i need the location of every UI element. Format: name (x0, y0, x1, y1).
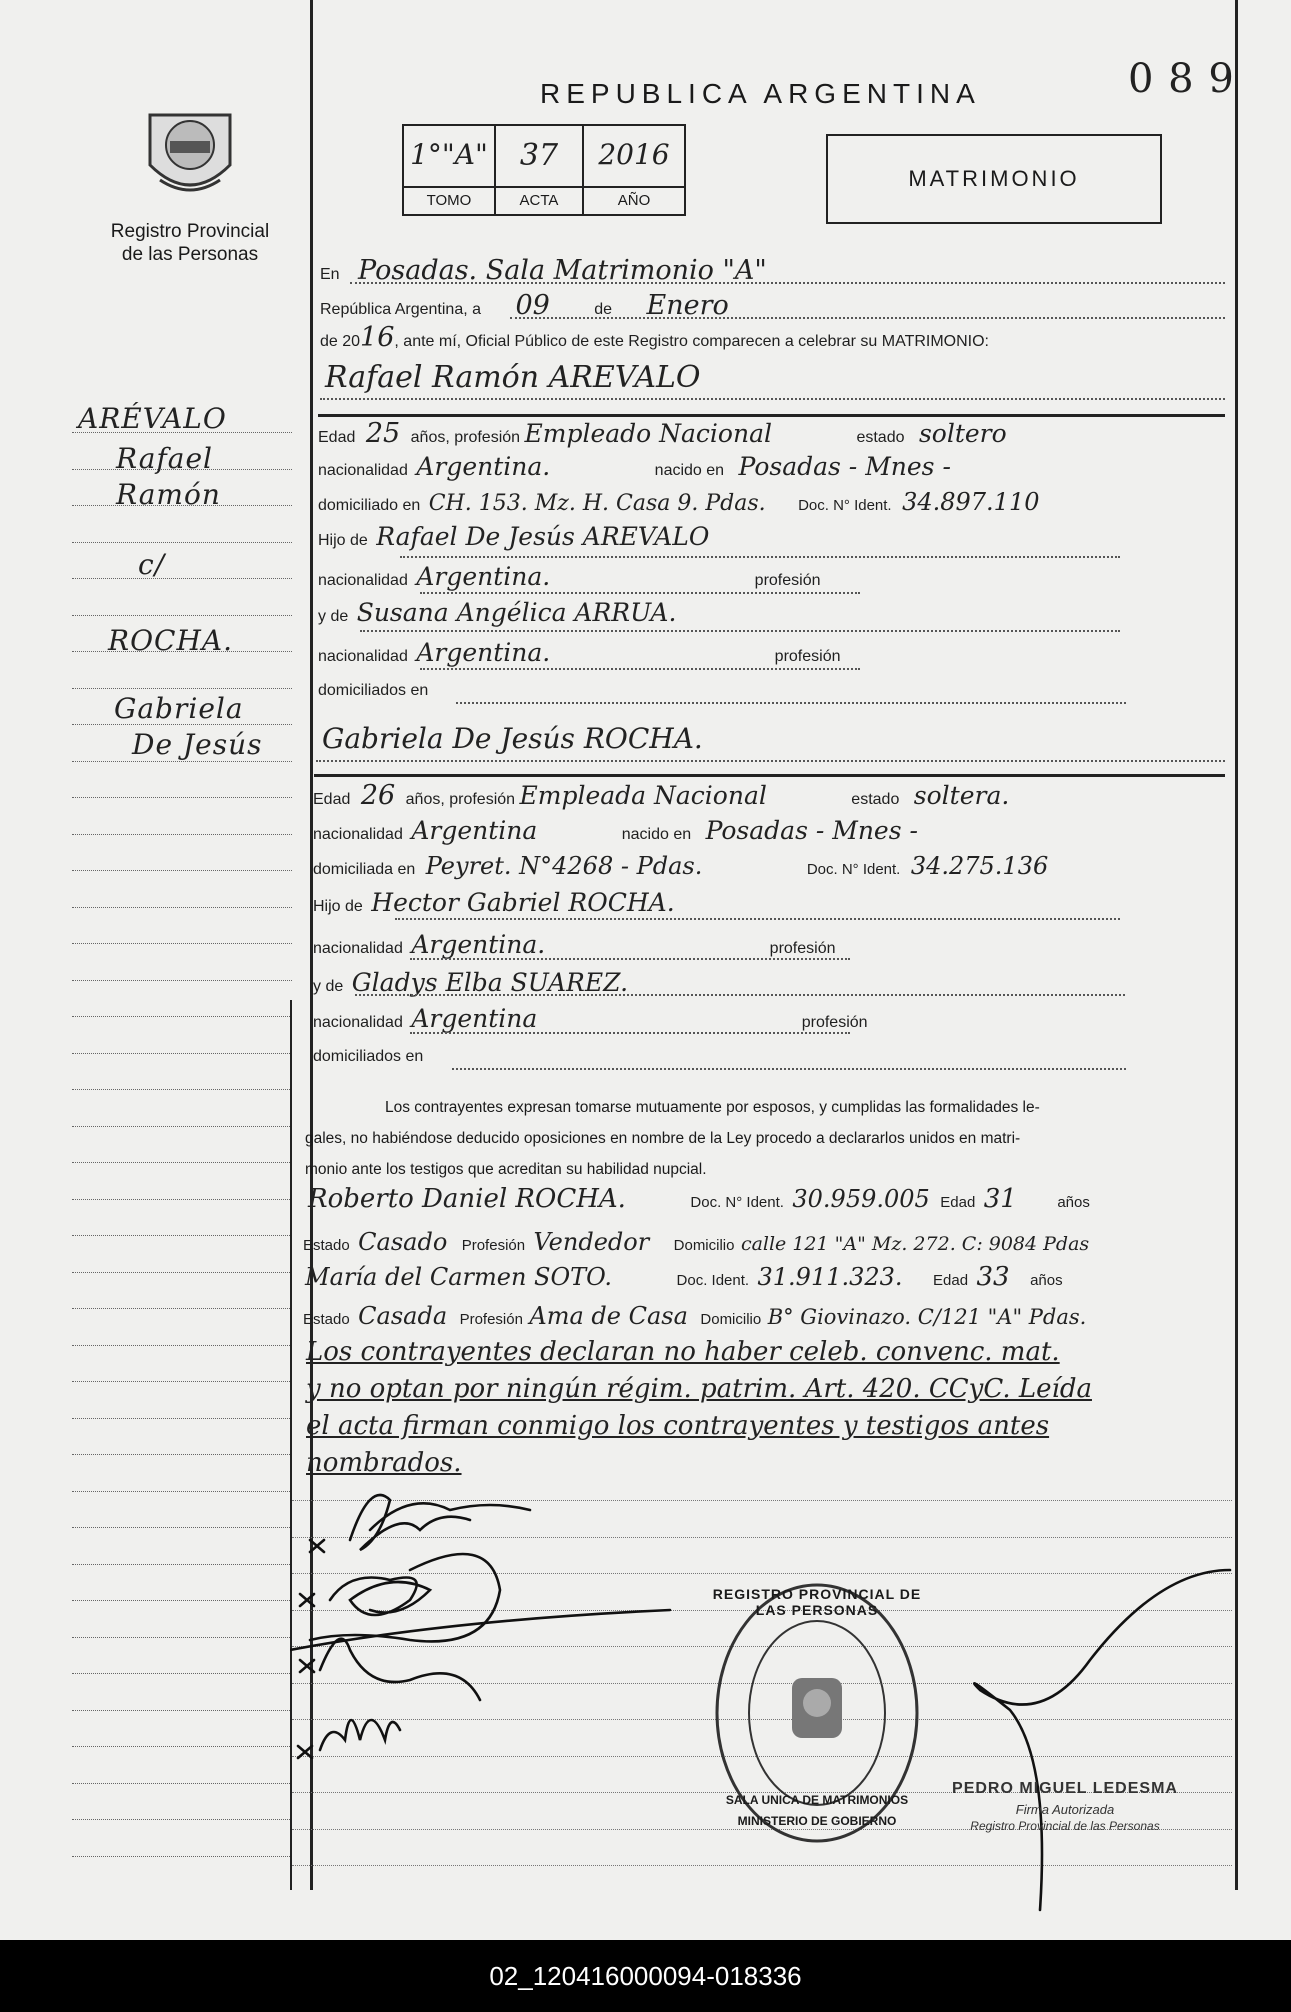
spouse2-address-row: domiciliada en Peyret. N°4268 - Pdas. Doc. N° Ident. 34.275.136 (313, 852, 1049, 880)
margin-note-surname-2: ROCHA. (108, 624, 233, 657)
margin-rule-line (72, 1783, 292, 1784)
margin-rule-line (72, 1345, 292, 1346)
spouse1-name: Rafael Ramón AREVALO (325, 360, 701, 395)
spouse2-address: Peyret. N°4268 - Pdas. (425, 852, 703, 880)
signature-1 (310, 1540, 324, 1552)
spouse1-address: CH. 153. Mz. H. Casa 9. Pdas. (428, 491, 766, 516)
margin-note-given-3: Gabriela (114, 692, 244, 725)
margin-rule-line (72, 1272, 292, 1273)
notes-line-4: nombrados. (306, 1448, 462, 1478)
spouse2-birthplace: Posadas - Mnes - (705, 816, 918, 845)
declaration-line-1: Los contrayentes expresan tomarse mutuamente por esposos, y cumplidas las formalidades le- (385, 1099, 1040, 1116)
place-line (350, 282, 1225, 284)
spouse2-mother: Gladys Elba SUAREZ. (351, 968, 629, 997)
witness1-doc-number: 30.959.005 (792, 1185, 930, 1213)
margin-rule-line (72, 688, 292, 689)
anio-cell (584, 126, 684, 186)
spouse2-mother-nationality: Argentina (411, 1004, 538, 1033)
spouse1-birthplace: Posadas - Mnes - (738, 452, 951, 481)
spouse2-father-nat-row: nacionalidad Argentina. profesión (313, 930, 836, 959)
spouse1-mother: Susana Angélica ARRUA. (356, 598, 677, 627)
signature-3 (300, 1660, 314, 1672)
margin-note-given-2: Ramón (116, 478, 221, 511)
witness1-profession: Vendedor (533, 1228, 650, 1256)
spouse1-father-nat-row: nacionalidad Argentina. profesión (318, 562, 821, 591)
spouse1-profession: Empleado Nacional (524, 419, 772, 448)
anio-value: 2016 (598, 138, 670, 171)
day-value: 09 (515, 290, 550, 321)
margin-rule-line (72, 1491, 292, 1492)
acta-cell (496, 126, 584, 186)
record-number-box (402, 124, 686, 216)
witness2-address: B° Giovinazo. C/121 "A" Pdas. (767, 1305, 1087, 1329)
registry-line-2: de las Personas (121, 244, 259, 265)
witness2-name-row: María del Carmen SOTO. Doc. Ident. 31.911.323. Edad 33 años (305, 1262, 1063, 1292)
spouse2-nationality-row: nacionalidad Argentina nacido en Posadas - Mnes - (313, 816, 918, 845)
spouse2-father: Hector Gabriel ROCHA. (371, 888, 675, 917)
margin-rule-line (72, 980, 292, 981)
margin-rule-line (72, 1053, 292, 1054)
spouse2-age-row: Edad 26 años, profesión Empleada Nacional estado soltera. (313, 780, 1010, 811)
margin-rule-line (72, 578, 292, 579)
margin-rule-line (72, 1746, 292, 1747)
spouse2-divider (314, 774, 1225, 777)
province-logo (140, 105, 240, 205)
margin-rule-line (72, 1381, 292, 1382)
margin-rule-line (72, 1016, 292, 1017)
margin-rule-line (72, 1089, 292, 1090)
page-number: 0 8 9 (1128, 56, 1235, 102)
tomo-label: TOMO (426, 192, 472, 209)
witness1-address: calle 121 "A" Mz. 272. C: 9084 Pdas (740, 1233, 1090, 1255)
acta-value: 37 (519, 138, 559, 173)
document-type-box: MATRIMONIO (826, 134, 1162, 224)
date-line (510, 317, 1225, 319)
margin-rule-line (72, 1126, 292, 1127)
declaration-line-2: gales, no habiéndose deducido oposiciones en nombre de la Ley procedo a declararlos unidos en matri- (305, 1130, 1021, 1147)
stamp-ring-text: REGISTRO PROVINCIAL DE LAS PERSONAS (712, 1586, 922, 1618)
officer-signature (960, 1560, 1240, 1920)
margin-rule-line (72, 1637, 292, 1638)
signatures (290, 1470, 710, 1790)
spouse2-father-nationality: Argentina. (411, 930, 546, 959)
margin-rule-line (72, 542, 292, 543)
witness2-doc-number: 31.911.323. (757, 1263, 903, 1291)
intro-year-row (320, 322, 989, 353)
spouse1-father: Rafael De Jesús AREVALO (376, 522, 710, 551)
signature-2 (300, 1594, 314, 1606)
spouse1-father-row: Hijo de Rafael De Jesús AREVALO (318, 522, 710, 551)
stamp-bottom-text: MINISTERIO DE GOBIERNO (737, 1814, 897, 1828)
margin-rule-line (72, 943, 292, 944)
stamp-inner-text: SALA UNICA DE MATRIMONIOS (725, 1793, 909, 1807)
witness2-name: María del Carmen SOTO. (305, 1263, 613, 1291)
margin-ruled-lines (0, 0, 300, 2012)
spouse2-doc-number: 34.275.136 (910, 852, 1049, 880)
spouse1-nationality-row: nacionalidad Argentina. nacido en Posadas - Mnes - (318, 452, 951, 481)
registry-line-1: Registro Provincial (110, 221, 270, 242)
signature-4 (298, 1746, 312, 1758)
witness2-details-row: Estado Casada Profesión Ama de Casa Domicilio B° Giovinazo. C/121 "A" Pdas. (303, 1302, 1087, 1330)
spouse2-mother-nat-row: nacionalidad Argentina profesión (313, 1004, 868, 1033)
anio-label: AÑO (617, 192, 651, 209)
margin-rule-line (72, 1673, 292, 1674)
declaration-text (305, 1092, 1205, 1185)
officer-registry: Registro Provincial de las Personas (970, 1819, 1160, 1833)
margin-rule-line (72, 834, 292, 835)
witness2-status: Casada (358, 1302, 448, 1330)
spouse2-father-row: Hijo de Hector Gabriel ROCHA. (313, 888, 675, 917)
margin-note-connector: c/ (138, 548, 166, 581)
spouse1-doc-number: 34.897.110 (902, 488, 1040, 516)
country-title: REPUBLICA ARGENTINA (540, 78, 981, 109)
spouse2-profession: Empleada Nacional (519, 781, 767, 810)
year-prefix: de 20 (320, 333, 361, 350)
margin-rule-line (72, 615, 292, 616)
margin-rule-line (72, 1710, 292, 1711)
spouse1-mother-nationality: Argentina. (416, 638, 551, 667)
officer-title: Firma Autorizada (1015, 1802, 1115, 1817)
place-value: Posadas. Sala Matrimonio "A" (358, 255, 767, 286)
margin-rule-line (72, 1856, 292, 1857)
spouse1-age-row: Edad 25 años, profesión Empleado Nacional estado soltero (318, 418, 1007, 449)
margin-rule-line (72, 1162, 292, 1163)
margin-rule-line (72, 1819, 292, 1820)
witness1-details-row: Estado Casado Profesión Vendedor Domicilio calle 121 "A" Mz. 272. C: 9084 Pdas (303, 1228, 1090, 1256)
witness1-name: Roberto Daniel ROCHA. (308, 1184, 626, 1214)
spouse1-marital-status: soltero (918, 419, 1007, 448)
republica-label: República Argentina, a (320, 301, 481, 318)
margin-rule-line (72, 1454, 292, 1455)
en-label: En (320, 266, 340, 283)
notes-line-1: Los contrayentes declaran no haber celeb. convenc. mat. (306, 1337, 1060, 1367)
notes-line-2: y no optan por ningún régim. patrim. Art. 420. CCyC. Leída (306, 1374, 1092, 1404)
spouse2-age: 26 (360, 780, 396, 811)
spouse2-marital-status: soltera. (913, 781, 1010, 810)
officer-name: PEDRO MIGUEL LEDESMA (952, 1780, 1178, 1797)
tomo-cell (404, 126, 496, 186)
margin-rule-line (72, 907, 292, 908)
spouse2-nationality: Argentina (411, 816, 538, 845)
margin-note-given-1: Rafael (116, 442, 213, 475)
margin-rule-line (72, 1199, 292, 1200)
declaration-line-3: monio ante los testigos que acreditan su habilidad nupcial. (305, 1161, 707, 1178)
spouse1-parents-address-row: domiciliados en (318, 682, 429, 699)
spouse1-nationality: Argentina. (416, 452, 551, 481)
spouse1-address-row: domiciliado en CH. 153. Mz. H. Casa 9. Pdas. Doc. N° Ident. 34.897.110 (318, 488, 1040, 516)
margin-rule-line (72, 797, 292, 798)
witness2-profession: Ama de Casa (529, 1302, 688, 1330)
margin-rule-line (72, 1600, 292, 1601)
spouse1-mother-nat-row: nacionalidad Argentina. profesión (318, 638, 841, 667)
additional-notes (306, 1334, 1236, 1482)
spouse1-mother-row: y de Susana Angélica ARRUA. (318, 598, 677, 627)
margin-rule-line (72, 1235, 292, 1236)
margin-note-surname-1: ARÉVALO (78, 402, 227, 435)
spouse2-name: Gabriela De Jesús ROCHA. (322, 722, 703, 755)
month-value: Enero (646, 290, 729, 321)
witness1-status: Casado (358, 1228, 448, 1256)
tomo-value: 1°"A" (410, 138, 488, 171)
de-label: de (594, 301, 613, 318)
official-stamp (712, 1578, 922, 1848)
margin-note-given-4: De Jesús (132, 728, 263, 761)
registry-name (80, 220, 300, 266)
witness1-age: 31 (983, 1184, 1017, 1214)
intro-statement: , ante mí, Oficial Público de este Registro comparecen a celebrar su MATRIMONIO: (394, 333, 989, 350)
witness1-name-row: Roberto Daniel ROCHA. Doc. N° Ident. 30.959.005 Edad 31 años (308, 1184, 1090, 1214)
spouse2-parents-address-row: domiciliados en (313, 1048, 424, 1065)
spouse1-divider (318, 414, 1225, 417)
record-labels-row (404, 186, 684, 216)
margin-rule-line (72, 1308, 292, 1309)
margin-rule-line (72, 1418, 292, 1419)
margin-rule-line (72, 1527, 292, 1528)
witness2-age: 33 (976, 1262, 1010, 1292)
year-suffix: 16 (360, 322, 395, 353)
officer-stamp (940, 1780, 1190, 1833)
document-id-bar: 02_120416000094-018336 (0, 1940, 1291, 2012)
margin-rule-line (72, 1564, 292, 1565)
spouse1-father-nationality: Argentina. (416, 562, 551, 591)
spouse2-mother-row: y de Gladys Elba SUAREZ. (313, 968, 629, 997)
spouse1-age: 25 (365, 418, 401, 449)
acta-label: ACTA (519, 192, 559, 209)
notes-line-3: el acta firman conmigo los contrayentes y testigos antes (306, 1411, 1050, 1441)
margin-rule-line (72, 870, 292, 871)
